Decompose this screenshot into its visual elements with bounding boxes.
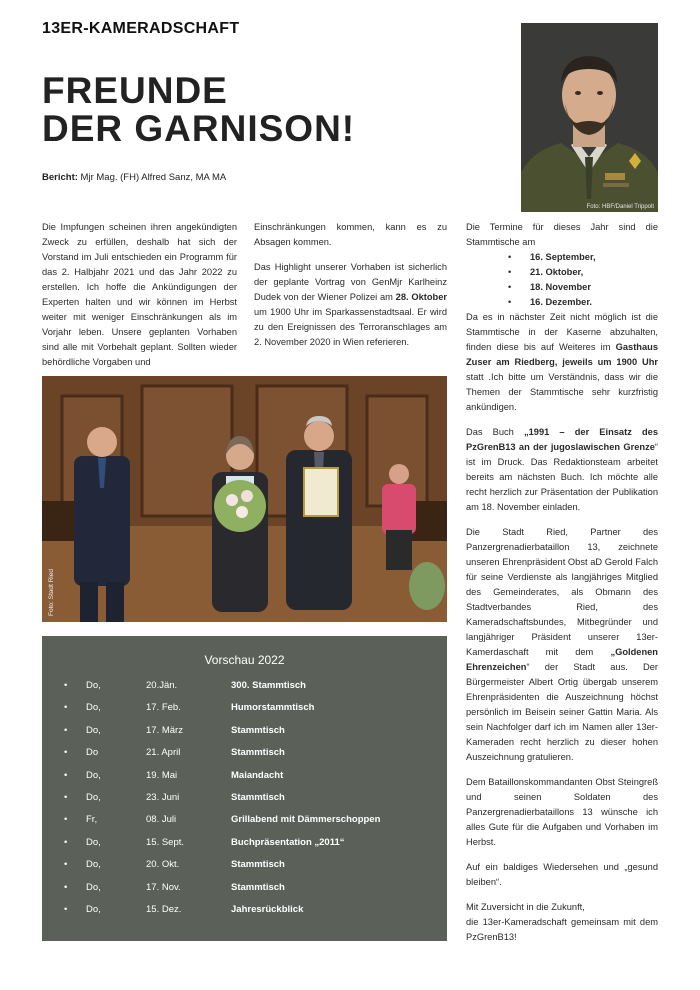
text-run: Das Highlight unserer Vorhaben ist sicherlich der geplante Vortrag von GenMjr Karlheinz Dudek von der Wiener Polizei am <box>254 262 447 302</box>
event-row <box>42 904 447 924</box>
date-item: • 18. November <box>508 280 658 295</box>
col3-intro: Die Termine für dieses Jahr sind die Stammtische am <box>466 222 658 247</box>
event-date: 17. Feb. <box>146 702 181 714</box>
bullet-icon: • <box>64 814 68 826</box>
preview-2022-box <box>42 636 447 941</box>
event-name: 300. Stammtisch <box>231 680 306 691</box>
date-item: • 16. September, <box>508 250 658 265</box>
event-name: Maiandacht <box>231 769 284 781</box>
text-run: “ der Stadt aus. Der Bürgermeister Albert Ortig übergab unserem Ehrenpräsidenten die Auszeichnung höchst persönlich im Beisein seiner Gattin Maria. Als sein Nachfolger darf ich im Namen aller 13er-Kameraden recht herzlich zu dieser hohen Auszeichnung gratulieren. <box>466 662 658 762</box>
award-name: „Goldenen Ehrenzeichen <box>466 647 658 672</box>
col2-paragraph-1: Einschränkungen kommen, kann es zu Absagen kommen. <box>254 222 447 247</box>
column-3 <box>466 220 658 955</box>
event-name: Stammtisch <box>231 881 285 893</box>
event-date: 15. Dez. <box>146 904 182 915</box>
bullet-icon: • <box>64 747 68 759</box>
bullet-icon: • <box>64 769 68 781</box>
event-date: 08. Juli <box>146 814 177 826</box>
event-date: 17. März <box>146 724 183 736</box>
event-name: Stammtisch <box>231 724 285 736</box>
event-day: Do, <box>86 792 101 803</box>
preview-title: Vorschau 2022 <box>204 653 285 667</box>
event-name: Stammtisch <box>231 747 285 759</box>
section-label: 13ER-KAMERADSCHAFT <box>42 20 240 37</box>
col3-closing <box>466 900 658 945</box>
text-run: um 1900 Uhr im Sparkassenstadtsaal. Er wird zu den Ereignissen des Terroranschlages am 2. November 2020 in Wien referieren. <box>254 307 447 347</box>
event-date: 15. Sept. <box>146 836 185 848</box>
event-name: Buchpräsentation „2011“ <box>231 836 345 848</box>
event-day: Do, <box>86 836 101 848</box>
book-title: „1991 – der Einsatz des PzGrenB13 an der jugoslawischen Grenze <box>466 427 658 452</box>
event-day: Fr, <box>86 814 98 826</box>
bullet-icon: • <box>64 724 68 736</box>
portrait-illustration <box>521 23 658 212</box>
event-name: Stammtisch <box>231 859 285 871</box>
event-day: Do, <box>86 769 101 781</box>
event-row <box>42 747 447 767</box>
headline-line-1: FREUNDE <box>42 70 228 111</box>
event-day: Do, <box>86 904 101 915</box>
event-row <box>42 837 447 857</box>
col3-paragraph-6: Auf ein baldiges Wiedersehen und „gesund bleiben“. <box>466 862 658 887</box>
text-run: Das Buch <box>466 427 524 437</box>
photo-credit: Foto: Stadt Ried <box>48 569 55 616</box>
bullet-icon: • <box>64 904 68 915</box>
headline <box>42 72 482 148</box>
headline-line-2: DER GARNISON! <box>42 108 356 149</box>
col2-paragraph-2 <box>254 260 447 350</box>
byline-label: Bericht: <box>42 172 78 183</box>
event-name: Grillabend mit Dämmerschoppen <box>231 814 381 826</box>
event-name: Stammtisch <box>231 792 285 803</box>
stammtisch-dates <box>466 250 658 310</box>
column-1 <box>42 220 237 380</box>
text-run: Die Stadt Ried, Partner des Panzergrenadierbataillon 13, zeichnete unseren Ehrenpräsident Obst aD Gerold Falch für seine Verdienste als langjähriges Mitglied des Gemeinderates, als Obmann des Stadtverbandes Ried, des Kameradschaftsbundes, Mitbegründer und langjähriger Präsident unserer 13er-Kamerdaschaft mit dem <box>466 527 658 657</box>
event-name: Jahresrückblick <box>231 904 304 915</box>
venue-highlight: Gasthaus Zuser am Riedberg, jeweils um 1900 Uhr <box>466 342 658 367</box>
bullet-icon: • <box>64 836 68 848</box>
event-date: 23. Juni <box>146 792 180 803</box>
column-2 <box>254 220 447 360</box>
event-day: Do, <box>86 881 101 893</box>
event-row <box>42 725 447 745</box>
text-run: statt .Ich bitte um Verständnis, dass wir die Themen der Stammtische sehr kurzfristig ankündigen. <box>466 372 658 412</box>
event-row <box>42 882 447 902</box>
ceremony-illustration <box>42 376 447 622</box>
closing-line-1: Mit Zuversicht in die Zukunft, <box>466 902 585 912</box>
event-day: Do, <box>86 702 101 714</box>
col3-paragraph-2 <box>466 310 658 415</box>
event-row <box>42 792 447 812</box>
bullet-icon: • <box>64 881 68 893</box>
event-date: 17. Nov. <box>146 881 181 893</box>
closing-line-2: die 13er-Kameradschaft gemeinsam mit dem PzGrenB13! <box>466 917 658 942</box>
event-day: Do <box>86 747 99 759</box>
date-item: • 16. Dezember. <box>508 295 658 310</box>
highlight-date: 28. Oktober <box>395 292 447 302</box>
byline-author: Mjr Mag. (FH) Alfred Sanz, MA MA <box>80 172 227 183</box>
bullet-icon: • <box>64 859 68 871</box>
col1-paragraph: Die Impfungen scheinen ihren angekündigten Zweck zu erfüllen, deshalb hat sich der Vorstand im Juli entschieden ein Programm für das 2. Halbjahr 2021 und das Jahr 2022 zu erstellen. Ich hoffe die Ankündigungen der Experten halten und wir können im Herbst weiter mit weniger Einschränkungen als im Vorjahr leben. Unsere geplanten Vorhaben sind alle mit Vorbehalt geplant. Sollten wieder behördliche Vorgaben und <box>42 222 237 367</box>
award-ceremony-photo <box>42 376 447 622</box>
event-row <box>42 702 447 722</box>
bullet-icon: • <box>64 792 68 803</box>
col3-paragraph-4 <box>466 525 658 765</box>
event-date: 20. Okt. <box>146 859 180 871</box>
col3-paragraph-5: Dem Bataillonskommandanten Obst Steingreß und seinen Soldaten des Panzergrenadierbataillons 13 wünsche ich alles Gute für die Aufgaben und Vorhaben im Herbst. <box>466 777 658 847</box>
date-item: • 21. Oktober, <box>508 265 658 280</box>
event-row <box>42 859 447 879</box>
event-date: 20.Jän. <box>146 680 178 691</box>
col3-paragraph-3 <box>466 425 658 515</box>
bullet-icon: • <box>64 680 68 691</box>
event-row <box>42 680 447 700</box>
event-row <box>42 814 447 834</box>
bullet-icon: • <box>64 702 68 714</box>
event-day: Do, <box>86 859 101 871</box>
portrait-credit: Foto: HBF/Daniel Trippolt <box>586 204 654 210</box>
event-date: 19. Mai <box>146 769 178 781</box>
text-run: “ ist im Druck. Das Redaktionsteam arbeitet bereits am nächsten Buch. Ich möchte alle recht herzlich zur Präsentation der Publikation am 18. November einladen. <box>466 442 658 512</box>
event-row <box>42 770 447 790</box>
event-date: 21. April <box>146 747 181 759</box>
byline <box>42 172 226 183</box>
event-day: Do, <box>86 724 101 736</box>
text-run: Da es in nächster Zeit nicht möglich ist die Stammtische in der Kaserne abzuhalten, finden diese bis auf Weiteres im <box>466 312 658 352</box>
event-day: Do, <box>86 680 101 691</box>
event-name: Humorstammtisch <box>231 702 315 714</box>
portrait-photo <box>521 23 658 212</box>
